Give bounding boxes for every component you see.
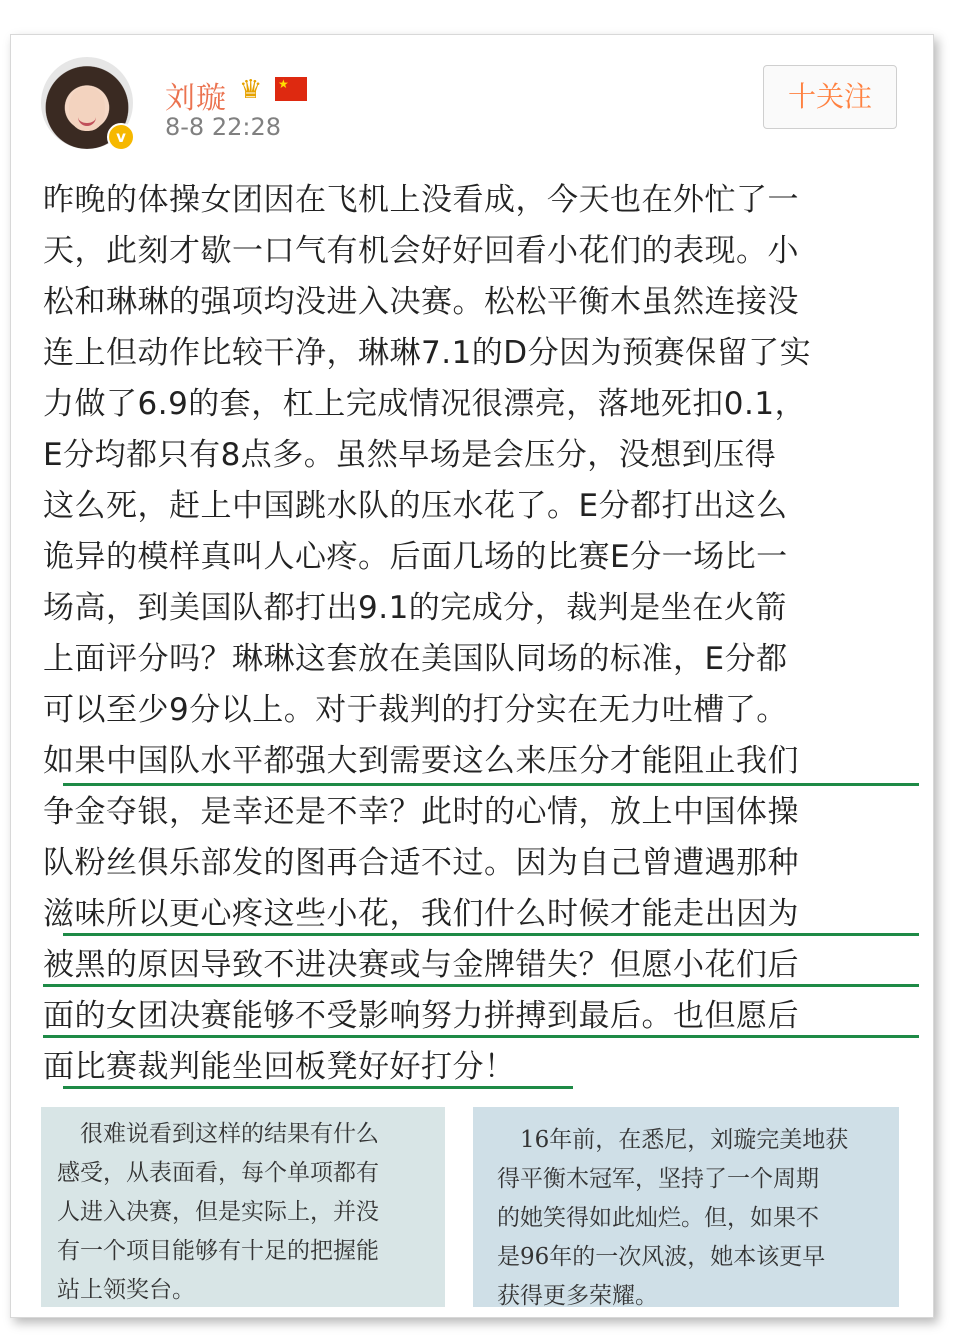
clipping-line: 感受，从表面看，每个单项都有 (57, 1160, 379, 1186)
post-line: 如果中国队水平都强大到需要这么来压分才能阻止我们 (43, 743, 799, 779)
post-line: 天，此刻才歇一口气有机会好好回看小花们的表现。小 (43, 233, 799, 269)
clipping-line: 人进入决赛，但是实际上，并没 (57, 1199, 379, 1225)
highlight-underline (43, 984, 919, 987)
crown-icon: ♛ (239, 75, 263, 105)
newspaper-clipping-left (41, 1107, 445, 1307)
clipping-line: 获得更多荣耀。 (497, 1283, 658, 1309)
post-line: 昨晚的体操女团因在飞机上没看成，今天也在外忙了一 (43, 182, 799, 218)
clipping-line: 的她笑得如此灿烂。但，如果不 (497, 1205, 819, 1231)
post-line: 场高，到美国队都打出9.1的完成分，裁判是坐在火箭 (43, 590, 787, 626)
post-line: 力做了6.9的套，杠上完成情况很漂亮，落地死扣0.1， (43, 386, 807, 422)
newspaper-clipping-right (473, 1107, 899, 1307)
clipping-line: 得平衡木冠军，坚持了一个周期 (497, 1166, 819, 1192)
clipping-line: 16年前，在悉尼，刘璇完美地获 (497, 1127, 849, 1153)
china-flag-icon: ★ (275, 77, 307, 101)
post-line: 滋味所以更心疼这些小花，我们什么时候才能走出因为 (43, 896, 799, 932)
post-line: 松和琳琳的强项均没进入决赛。松松平衡木虽然连接没 (43, 284, 799, 320)
post-line: 面的女团决赛能够不受影响努力拼搏到最后。也但愿后 (43, 998, 799, 1034)
highlight-underline (63, 783, 919, 786)
verified-badge-icon: v (107, 123, 135, 151)
post-line: 上面评分吗？琳琳这套放在美国队同场的标准，E分都 (43, 641, 788, 677)
highlight-underline (63, 1086, 573, 1089)
post-body (43, 175, 903, 1093)
highlight-underline (63, 933, 919, 936)
post-timestamp[interactable]: 8-8 22:28 (165, 113, 281, 141)
post-line: 队粉丝俱乐部发的图再合适不过。因为自己曾遭遇那种 (43, 845, 799, 881)
clipping-line: 是96年的一次风波，她本该更早 (497, 1244, 826, 1270)
weibo-post-card (10, 34, 934, 1318)
post-line: 被黑的原因导致不进决赛或与金牌错失？但愿小花们后 (43, 947, 799, 983)
post-line: 争金夺银，是幸还是不幸？此时的心情，放上中国体操 (43, 794, 799, 830)
username[interactable]: 刘璇 (165, 81, 227, 116)
post-line: E分均都只有8点多。虽然早场是会压分，没想到压得 (43, 437, 777, 473)
clipping-line: 很难说看到这样的结果有什么 (57, 1121, 379, 1147)
follow-button[interactable]: 十关注 (763, 65, 897, 129)
highlight-underline (43, 1035, 919, 1038)
clipping-line: 站上领奖台。 (57, 1277, 195, 1303)
post-line: 这么死，赶上中国跳水队的压水花了。E分都打出这么 (43, 488, 788, 524)
post-line: 连上但动作比较干净，琳琳7.1的D分因为预赛保留了实 (43, 335, 812, 371)
post-line: 诡异的模样真叫人心疼。后面几场的比赛E分一场比一 (43, 539, 788, 575)
clipping-line: 有一个项目能够有十足的把握能 (57, 1238, 379, 1264)
post-line: 面比赛裁判能坐回板凳好好打分！ (43, 1049, 516, 1085)
post-line: 可以至少9分以上。对于裁判的打分实在无力吐槽了。 (43, 692, 788, 728)
